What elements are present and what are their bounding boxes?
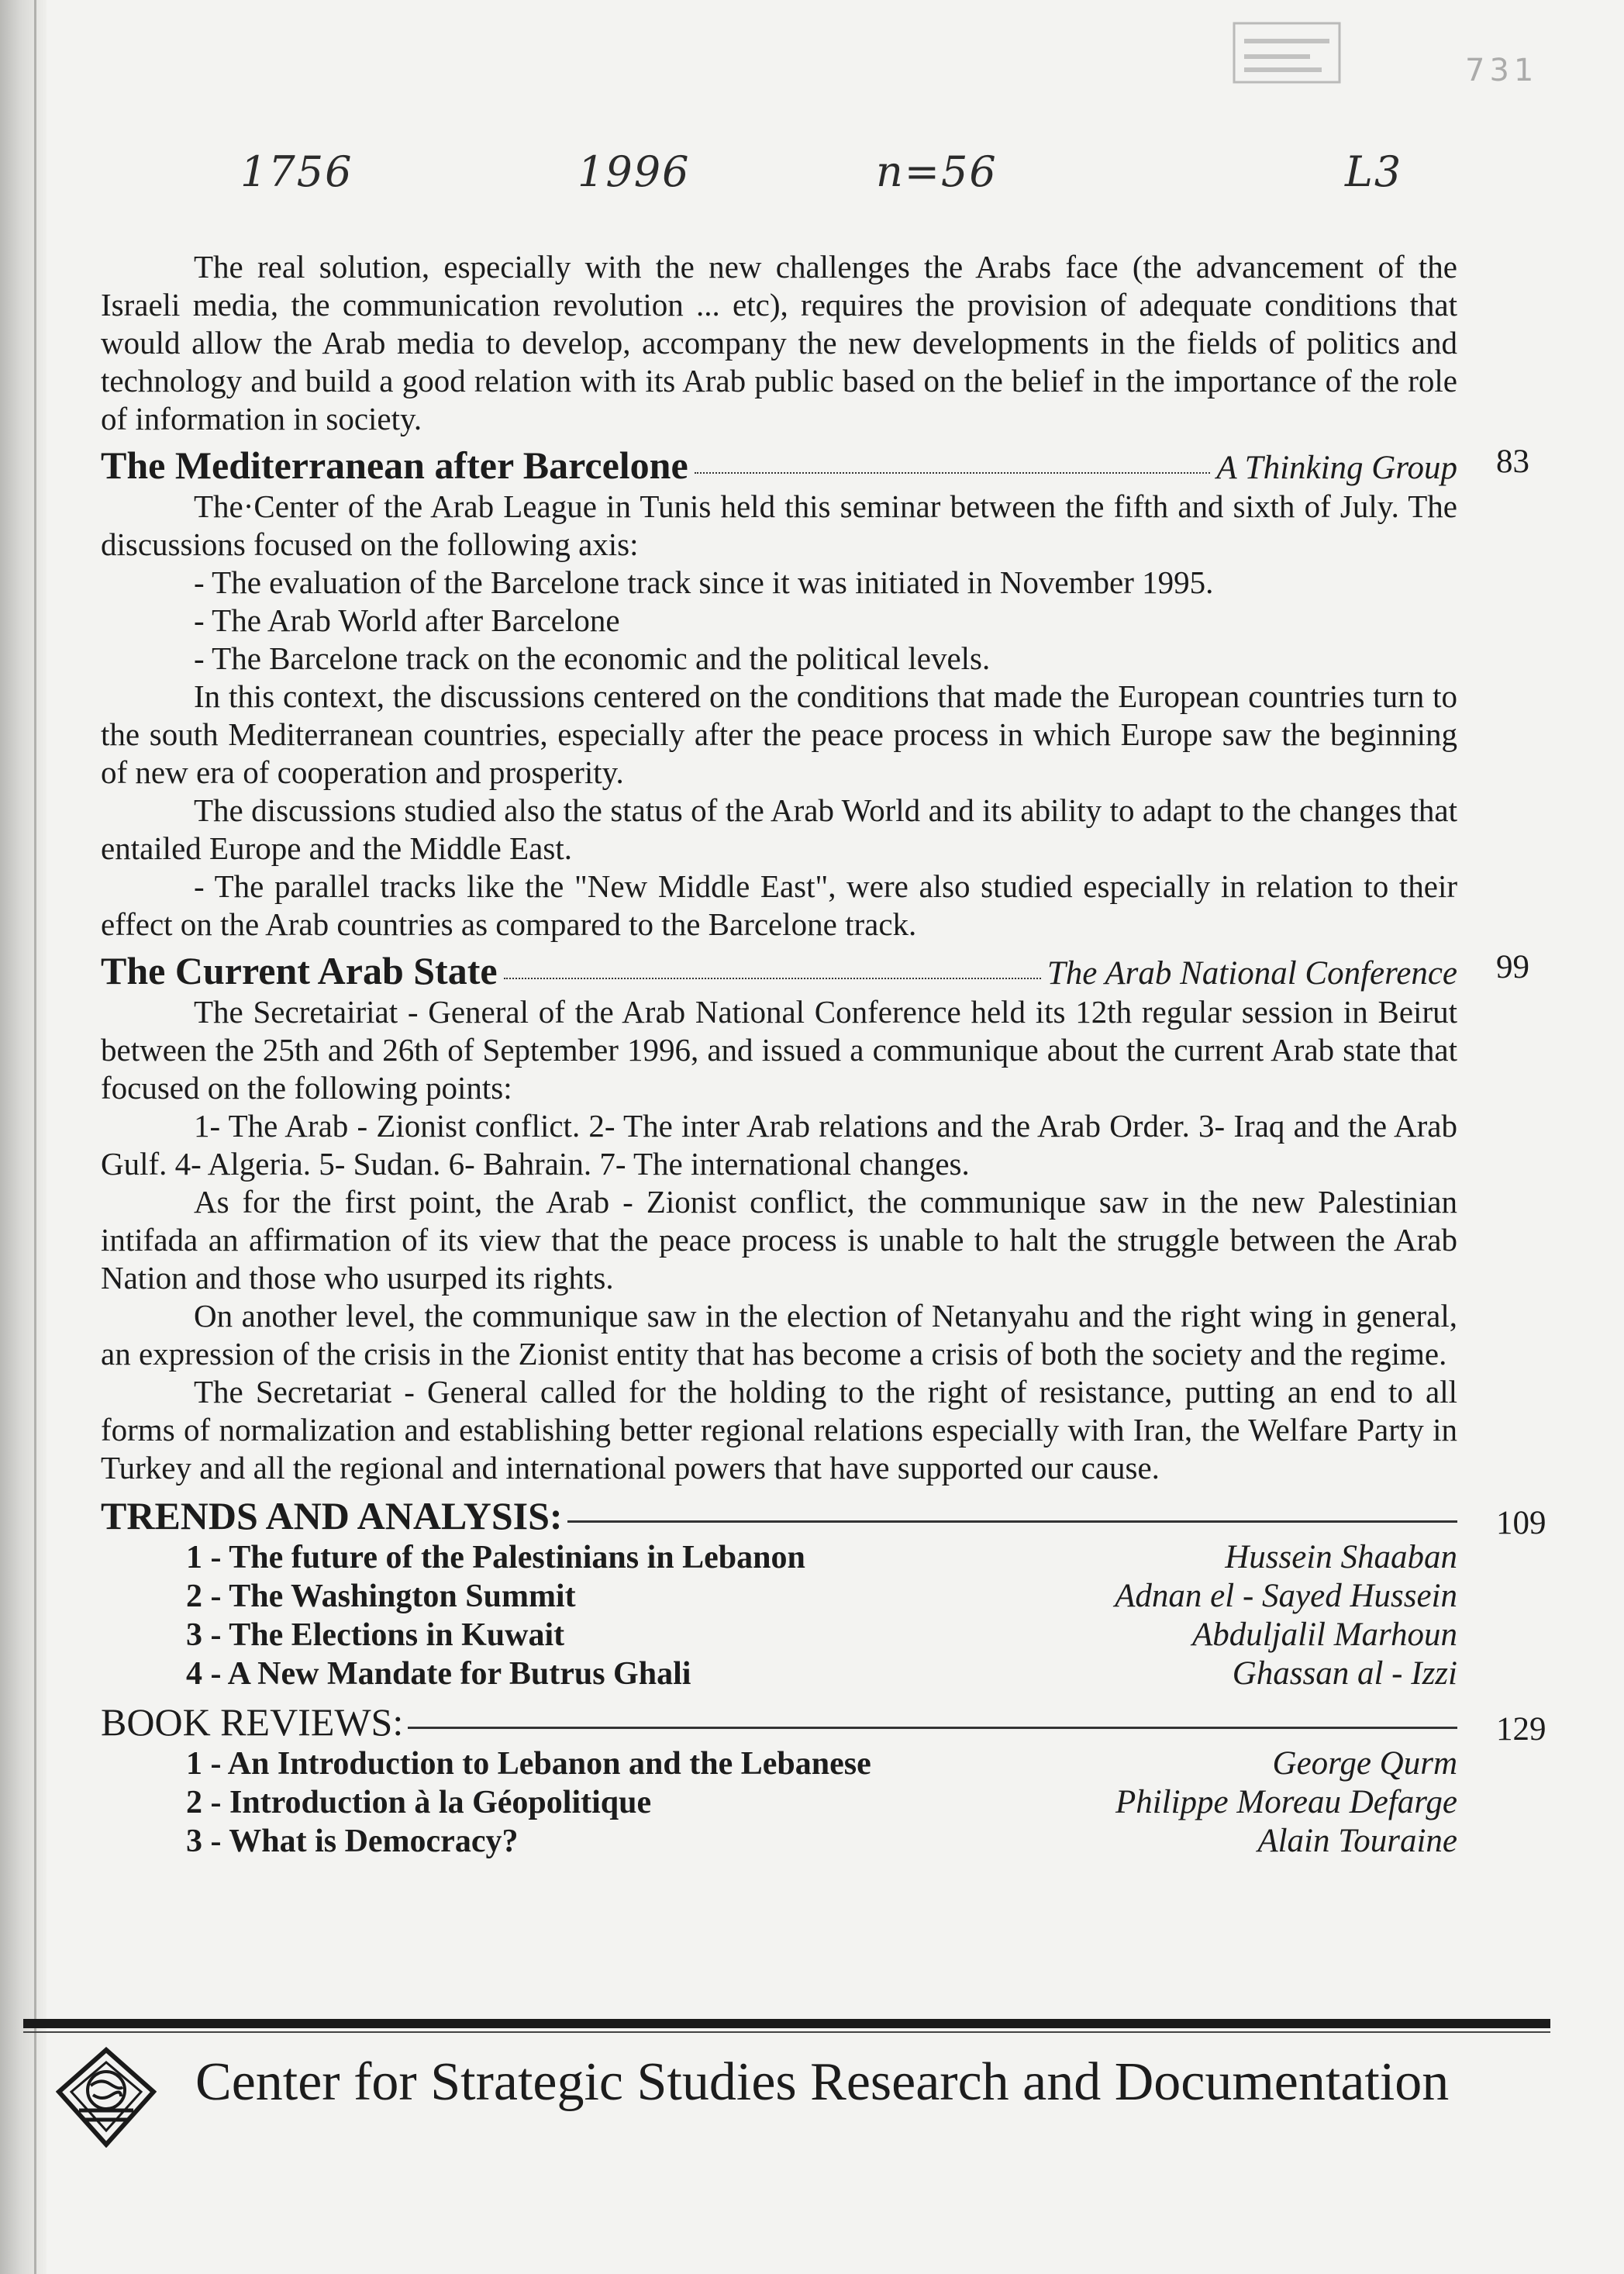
list-item [101, 1538, 1457, 1577]
handwritten-year: 1996 [578, 147, 691, 196]
handwritten-issue: n=56 [876, 147, 998, 196]
section-author: The Arab National Conference [1046, 955, 1457, 992]
stamp-mark-icon [1233, 22, 1341, 84]
dotted-leader [695, 472, 1211, 474]
section-title: The Current Arab State [101, 949, 498, 992]
section-paragraph: The discussions studied also the status of the Arab World and its ability to adapt to the changes that entailed Europe and the Middle East. [101, 792, 1457, 866]
section-page-number: 83 [1496, 443, 1529, 480]
bullet-item: - The Barcelone track on the economic and the political levels. [194, 640, 991, 676]
list-item [101, 1577, 1457, 1616]
section-paragraph: In this context, the discussions centered on the conditions that made the European countries turn to the south Mediterranean countries, especially after the peace process in which Europe saw the beginning of new era of cooperation and prosperity. [101, 678, 1457, 790]
item-title: 2 - The Washington Summit [186, 1579, 576, 1614]
list-item [101, 1655, 1457, 1693]
list-item [101, 1783, 1457, 1822]
section-paragraph: 1- The Arab - Zionist conflict. 2- The inter Arab relations and the Arab Order. 3- Iraq and the Arab Gulf. 4- Algeria. 5- Sudan. 6- Bahrain. 7- The international changes. [101, 1108, 1457, 1182]
intro-paragraph: The real solution, especially with the new challenges the Arabs face (the advancement of the Israeli media, the communication revolution ... etc), requires the provision of adequate conditions that would allow the Arab media to develop, accompany the new developments in the fields of politics and technology and build a good relation with its Arab public based on the belief in the importance of the role of information in society. [101, 249, 1457, 437]
item-title: 3 - The Elections in Kuwait [186, 1617, 565, 1653]
section-paragraph: On another level, the communique saw in the election of Netanyahu and the right wing in general, an expression of the crisis in the Zionist entity that has become a crisis of both the society and the regime. [101, 1298, 1457, 1372]
section-header-arab-state [101, 948, 1529, 993]
solid-leader [408, 1727, 1457, 1729]
section-paragraph: - The parallel tracks like the "New Middle East", were also studied especially in relation to their effect on the Arab countries as compared to the Barcelone track. [101, 868, 1457, 942]
handwritten-page: L3 [1345, 147, 1403, 196]
category-title: BOOK REVIEWS: [101, 1700, 404, 1744]
section-page-number: 99 [1496, 949, 1529, 985]
handwritten-ref: 1756 [240, 147, 353, 196]
item-author: Alain Touraine [1257, 1823, 1457, 1859]
section-paragraph: As for the first point, the Arab - Zionist conflict, the communique saw in the new Palestinian intifada an affirmation of its view that the peace process is unable to halt the struggle between the Arab Nation and those who usurped its rights. [101, 1184, 1457, 1296]
section-paragraph: The·Center of the Arab League in Tunis held this seminar between the fifth and sixth of July. The discussions focused on the following axis: [101, 488, 1457, 562]
bullet-item: - The evaluation of the Barcelone track since it was initiated in November 1995. [194, 564, 1214, 600]
item-author: Adnan el - Sayed Hussein [1115, 1578, 1457, 1614]
item-author: Ghassan al - Izzi [1232, 1655, 1457, 1692]
section-author: A Thinking Group [1216, 450, 1457, 486]
list-item [101, 1744, 1457, 1783]
bullet-item: - The Arab World after Barcelone [194, 602, 620, 638]
stamp-number: 731 [1465, 53, 1539, 88]
item-author: Hussein Shaaban [1225, 1539, 1457, 1575]
category-title: TRENDS AND ANALYSIS: [101, 1494, 563, 1537]
section-paragraph: The Secretairiat - General of the Arab National Conference held its 12th regular session in Beirut between the 25th and 26th of September 1996, and issued a communique about the current Arab state that focused on the following points: [101, 994, 1457, 1106]
item-author: George Qurm [1272, 1745, 1457, 1782]
category-header-reviews [101, 1699, 1546, 1748]
item-title: 2 - Introduction à la Géopolitique [186, 1785, 652, 1820]
list-item [101, 1822, 1457, 1861]
item-title: 1 - The future of the Palestinians in Lebanon [186, 1540, 805, 1575]
item-title: 4 - A New Mandate for Butrus Ghali [186, 1656, 691, 1692]
library-stamp [1233, 22, 1539, 91]
item-author: Abduljalil Marhoun [1191, 1617, 1457, 1653]
globe-logo-icon [56, 2047, 157, 2148]
item-author: Philippe Moreau Defarge [1115, 1784, 1457, 1820]
footer-rule [23, 2019, 1550, 2028]
table-of-contents [101, 248, 1546, 1861]
category-page-number: 129 [1496, 1711, 1546, 1748]
item-title: 3 - What is Democracy? [186, 1824, 519, 1859]
list-item [101, 1616, 1457, 1655]
dotted-leader [504, 978, 1041, 979]
section-paragraph: The Secretariat - General called for the holding to the right of resistance, putting an end to all forms of normalization and establishing better regional relations especially with Iran, the Welfare Party in Turkey and all the regional and international powers that have supported our cause. [101, 1374, 1457, 1486]
solid-leader [567, 1520, 1457, 1523]
publisher-name: Center for Strategic Studies Research and Documentation [195, 2052, 1450, 2112]
section-title: The Mediterranean after Barcelone [101, 443, 688, 487]
item-title: 1 - An Introduction to Lebanon and the Lebanese [186, 1746, 871, 1782]
page-binding-edge [0, 0, 47, 2274]
section-header-mediterranean [101, 443, 1529, 488]
category-page-number: 109 [1496, 1505, 1546, 1541]
category-header-trends [101, 1493, 1546, 1541]
